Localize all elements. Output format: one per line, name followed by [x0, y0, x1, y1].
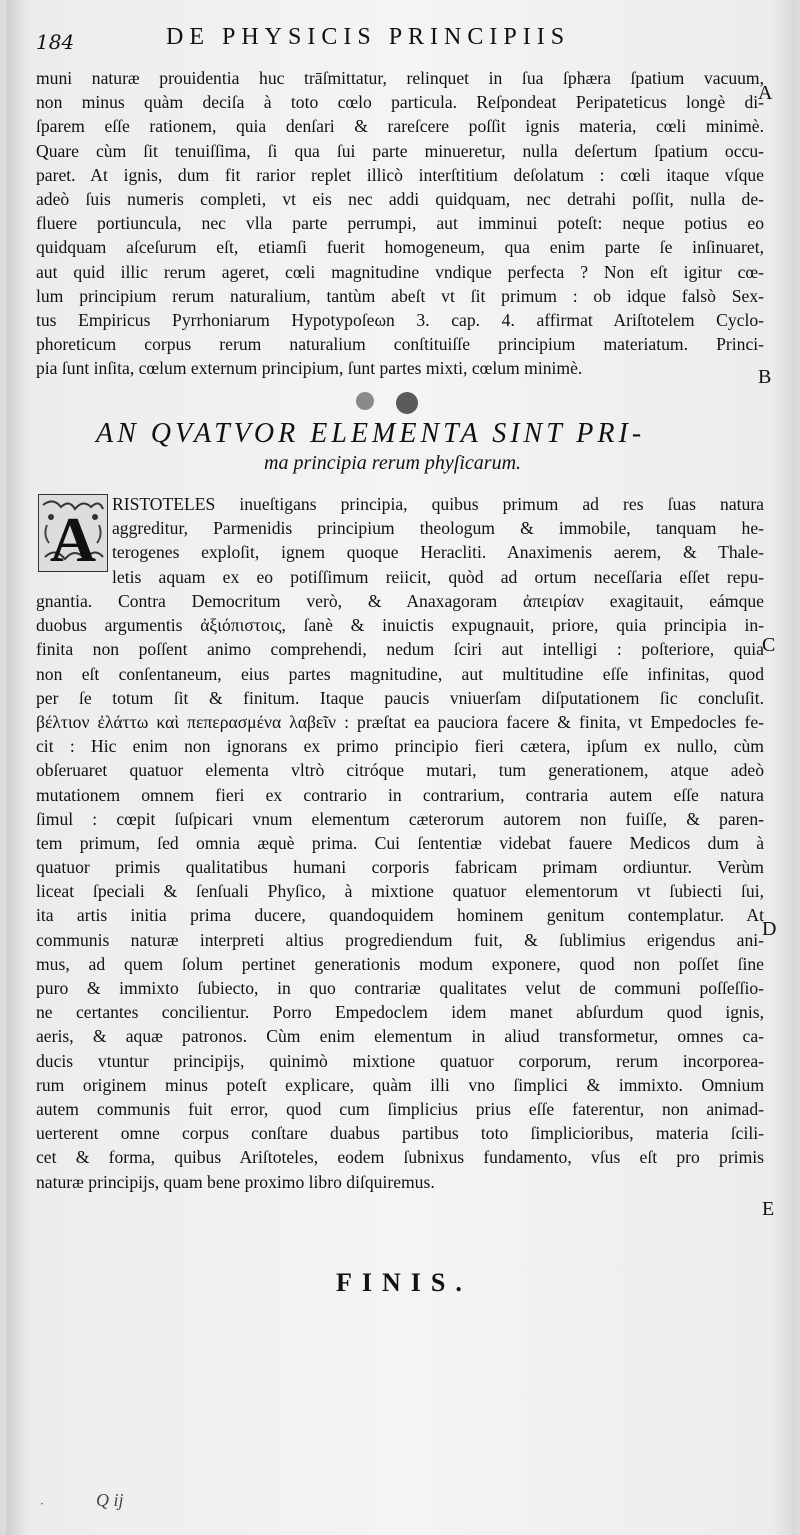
text-line: phoreticum corpus rerum naturalium conſtituiſſe principium materiatum. Princi- [36, 334, 764, 355]
text-line: liceat ſpeciali & ſenſuali Phyſico, à mixtione quatuor elementorum vt ſubiecti ſui, [36, 881, 764, 902]
text-line: tus Empiricus Pyrrhoniarum Hypotypoſeωn 3. cap. 4. affirmat Ariſtotelem Cyclo- [36, 309, 764, 330]
text-line: aut quid illic rerum ageret, cœli magnitudine vndique perfecta ? Non eſt igitur cœ- [36, 261, 764, 282]
text-line: paret. At ignis, dum fit rarior replet illicò interſtitium deſolatum : cœli itaque vſque [36, 164, 764, 185]
text-line: ne certantes concilientur. Porro Empedoclem idem manet abſurdum quod ignis, [36, 1002, 764, 1023]
text-line: lum principium rerum naturalium, tantùm abeſt vt ſit primum : ob idque falsò Sex- [36, 285, 764, 306]
svg-text:A: A [49, 504, 97, 571]
text-line: pia ſunt inſita, cœlum externum principium, ſunt partes mixti, cœlum minimè. [36, 358, 583, 379]
text-line: aeris, & aquæ patronos. Cùm enim elementum in aliud transformetur, omnes ca- [36, 1026, 764, 1047]
text-line: fluere portiuncula, nec vlla parte perrumpi, aut imminui poteſt: neque potius eo [36, 213, 764, 234]
text-line: per ſe totum ſit & finitum. Itaque paucis vniuerſam diſputationem ſic concluſit. [36, 687, 764, 708]
text-line: Quare cùm ſit tenuiſſima, ſi qua ſui parte minueretur, nulla deſertum ſpatium occu- [36, 140, 764, 161]
text-line: gnantia. Contra Democritum verò, & Anaxagoram ἀπειρίαν exagitauit, eámque [36, 591, 764, 611]
margin-letter-e: E [762, 1198, 775, 1220]
ink-blot [356, 392, 374, 410]
text-line: obſeruaret quatuor elementa vltrò citróque mutari, tum generationem, atque adeò [36, 760, 764, 781]
text-line: cet & forma, quibus Ariſtoteles, eodem ſubnixus fundamento, vſus eſt pro primis [36, 1147, 764, 1168]
text-line: finita non poſſent animo comprehendi, nedum ſciri aut intelligi : poſteriore, quia [36, 639, 764, 660]
section-1-text [36, 66, 764, 380]
section-2-text [36, 589, 764, 1194]
text-line: tem primum, ſed omnia æquè prima. Cui ſententiæ videbat fauere Medicos dum à [36, 832, 764, 853]
text-line: duobus argumentis ἀξιόπιστοις, ſanè & inuictis expugnauit, priore, quia principia in- [36, 615, 764, 636]
finis-mark: FINIS. [336, 1268, 472, 1297]
text-line: mutationem omnem fieri ex contrario in contrarium, contraria autem eſſe natura [36, 784, 764, 805]
text-line: letis aquam ex eo potiſſimum reiicit, quòd ad ortum neceſſaria eſſet repu- [112, 566, 764, 587]
text-line: non minus quàm deciſa à toto cœlo particula. Reſpondeat Peripateticus longè di- [36, 92, 764, 113]
text-line: ſparem eſſe rationem, quia denſari & rareſcere poſſit ignis materia, cœli minimè. [36, 116, 764, 137]
text-line: quidquam aſceſurum eſt, etiamſi fuerit homogeneum, qua enim parte ſe inſinuaret, [36, 237, 764, 258]
text-line: RISTOTELES inueſtigans principia, quibus primum ad res ſuas natura [112, 494, 764, 514]
text-line: rum originem minus poteſt explicare, quàm illi vno ſimplici & immixto. Omnium [36, 1074, 764, 1095]
margin-letter-d: D [762, 918, 777, 940]
running-title: DE PHYSICIS PRINCIPIIS [166, 24, 571, 50]
page-header [36, 24, 766, 56]
section-2-opening-lines [112, 492, 764, 589]
margin-letter-c: C [762, 634, 776, 656]
text-line: βέλτιον ἐλάττω καὶ πεπερασμένα λαβεῖν : præſtat ea pauciora facere & finita, vt Empedocles fe- [36, 711, 764, 732]
text-line: mus, ad quem ſolum pertinet generationis modum exponere, quod non poſſet ſine [36, 953, 764, 974]
text-line: puro & immixto ſubiecto, in quo contrariæ qualitates velut de communi poſſeſſio- [36, 978, 764, 998]
text-line: naturæ principijs, quam bene proximo libro diſquiremus. [36, 1171, 435, 1192]
page-number: 184 [36, 30, 75, 54]
gutter-mark: · [40, 1497, 44, 1511]
text-line: ducis vtuntur principijs, quinimò mixtione quatuor corporum, rerum incorporea- [36, 1050, 764, 1071]
text-line: adeò ſuis numeris completi, vt eis nec addi quidquam, nec detrahi poſſit, nulla de- [36, 188, 764, 209]
margin-letter-a: A [758, 82, 773, 104]
text-line: cit : Hic enim non ignorans ex primo principio fieri cætera, ipſum ex nullo, cùm [36, 736, 764, 757]
text-line: autem communis fuit error, quod cum ſimplicius prius eſſe faterentur, non animad- [36, 1098, 764, 1119]
text-line: aggreditur, Parmenidis principium theologum & immobile, tanquam he- [112, 518, 764, 539]
book-page [6, 0, 796, 1535]
text-line: non eſt conſentaneum, eius partes magnitudine, aut multitudine eſſe infinitas, quod [36, 663, 764, 684]
text-line: communis naturæ interpreti altius progrediendum fuit, & ſublimius erigendus ani- [36, 929, 764, 950]
section-heading: AN QVATVOR ELEMENTA SINT PRI- [96, 418, 646, 449]
bleed-through-text [36, 1220, 776, 1500]
decorated-initial-a-icon [38, 494, 108, 572]
section-heading-subline: ma principia rerum phyſicarum. [264, 452, 522, 474]
ink-blot [396, 392, 418, 414]
text-line: ita artis initia prima ducere, quandoquidem hominem genitum contemplatur. At [36, 905, 764, 926]
text-line: uerterent omne corpus conſtare duabus partibus toto ſimplicioribus, materia ſcili- [36, 1123, 764, 1144]
text-line: ſimul : cœpit ſuſpicari vnum elementum cæterorum autorem non fuiſſe, & paren- [36, 808, 764, 829]
signature-mark: Q ij [96, 1490, 124, 1510]
text-line: muni naturæ prouidentia huc trāſmittatur, relinquet in ſua ſphæra ſpatium vacuum, [36, 68, 764, 88]
text-line: quatuor primis qualitatibus humani corporis fabricam primam ordiuntur. Verùm [36, 857, 764, 878]
text-line: terogenes exploſit, ignem quoque Heracliti. Anaximenis aerem, & Thale- [112, 542, 764, 563]
margin-letter-b: B [758, 366, 772, 388]
